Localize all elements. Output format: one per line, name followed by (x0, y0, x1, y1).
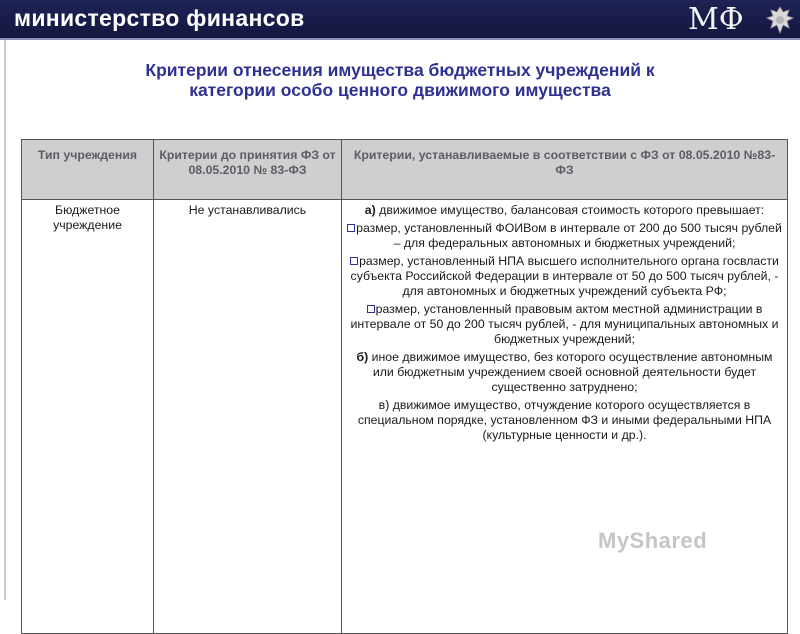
brand-title: министерство финансов (14, 5, 305, 31)
header-bar (0, 0, 800, 40)
column-header-before: Критерии до принятия ФЗ от 08.05.2010 № 83-ФЗ (154, 140, 342, 200)
criterion-a (347, 203, 782, 218)
criterion-a-label: а) (364, 203, 376, 217)
criterion-b-text: иное движимое имущество, без которого осуществление автономным или бюджетным учреждением своей основной деятельности будет существенно затруднено; (371, 350, 773, 394)
cell-institution-type: Бюджетное учреждение (22, 200, 154, 634)
criterion-bullet: размер, установленный правовым актом местной администрации в интервале от 50 до 200 тысяч рублей, - для муниципальных автономных и бюджетных учреждений; (350, 302, 779, 346)
criteria-table (21, 139, 788, 634)
square-bullet-icon (350, 257, 358, 265)
criterion-bullet: размер, установленный НПА высшего исполнительного органа госвласти субъекта Российской Федерации в интервале от 50 до 500 тысяч рублей, - для автономных и бюджетных учреждений субъекта РФ; (350, 254, 779, 298)
square-bullet-icon (367, 305, 375, 313)
slide-title-line2: категории особо ценного движимого имущества (189, 80, 611, 100)
slide-title (40, 60, 760, 100)
criterion-a-text: движимое имущество, балансовая стоимость которого превышает: (379, 203, 765, 217)
eagle-emblem-icon (764, 4, 796, 36)
left-divider (4, 40, 6, 600)
square-bullet-icon (347, 224, 355, 232)
table-row (22, 200, 788, 634)
table-header-row (22, 140, 788, 200)
criterion-c: в) движимое имущество, отчуждение которого осуществляется в специальном порядке, установленном ФЗ и иными федеральными НПА (культурные ценности и др.). (357, 398, 772, 442)
criterion-b-label: б) (356, 350, 369, 364)
slide-title-line1: Критерии отнесения имущества бюджетных учреждений к (145, 60, 655, 80)
column-header-type: Тип учреждения (22, 140, 154, 200)
cell-before-criteria: Не устанавливались (154, 200, 342, 634)
cell-new-criteria (342, 200, 788, 634)
criterion-bullet: размер, установленный ФОИВом в интервале от 200 до 500 тысяч рублей – для федеральных автономных и бюджетных учреждений; (347, 221, 782, 251)
ministry-logo: МФ (688, 2, 744, 37)
watermark: MyShared (598, 528, 708, 553)
column-header-after: Критерии, устанавливаемые в соответствии с ФЗ от 08.05.2010 №83-ФЗ (342, 140, 788, 200)
criterion-b (347, 350, 782, 395)
